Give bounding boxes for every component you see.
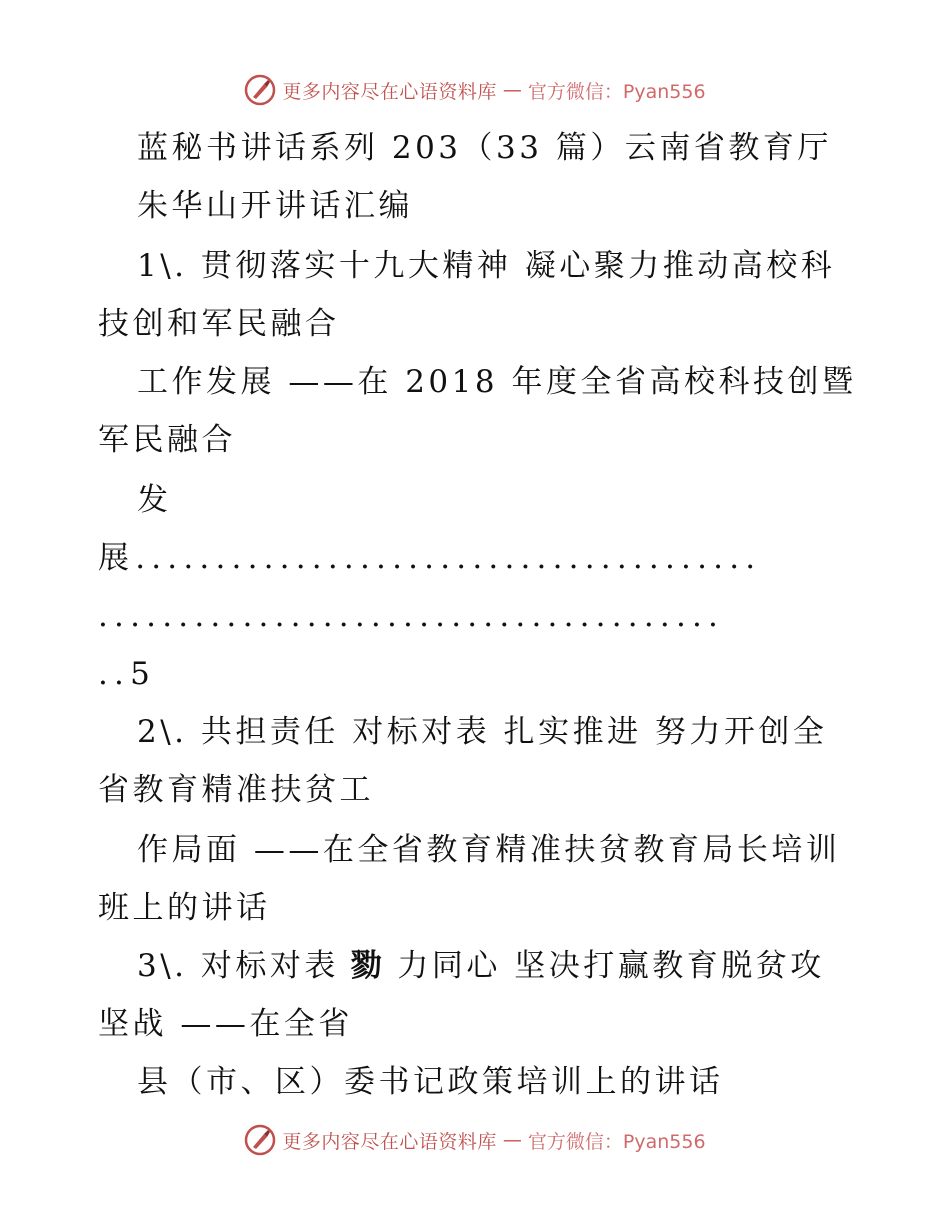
watermark-separator: —: [502, 1129, 522, 1151]
toc-item-3-line-2: 坚战 ——在全省: [98, 1006, 353, 1042]
watermark-separator: —: [502, 79, 522, 101]
toc-item-3-line-3: 县（市、区）委书记政策培训上的讲话: [137, 1064, 724, 1100]
toc-page-number: ..5: [98, 656, 157, 692]
pen-logo-icon: [244, 1124, 276, 1156]
toc-item-2-line-1: 2\. 共担责任 对标对表 扎实推进 努力开创全: [137, 714, 828, 750]
toc-item-1-line-5: 发: [137, 482, 172, 518]
toc-item-2-line-2: 省教育精准扶贫工: [98, 772, 374, 808]
watermark-top: [0, 70, 950, 110]
toc-leader-line-1: 展.......................................: [98, 540, 762, 576]
pen-logo-icon: [244, 74, 276, 106]
toc-item-3-part-a: 3\. 对标对表: [137, 948, 339, 984]
toc-item-3-line-1: [137, 946, 825, 986]
toc-item-1-line-4: 军民融合: [98, 422, 236, 458]
watermark-text: 更多内容尽在心语资料库: [282, 1130, 497, 1153]
toc-item-1-line-3: 工作发展 ——在 2018 年度全省高校科技创暨: [137, 364, 857, 400]
watermark-text: 更多内容尽在心语资料库: [282, 80, 497, 103]
watermark-wechat: 官方微信：Pyan556: [527, 1130, 706, 1153]
toc-leader-line-2: .......................................: [98, 598, 725, 634]
watermark-bottom: [0, 1120, 950, 1160]
toc-item-1-line-1: 1\. 贯彻落实十九大精神 凝心聚力推动高校科: [137, 248, 836, 284]
toc-item-2-line-4: 班上的讲话: [98, 890, 271, 926]
doc-title-line: 蓝秘书讲话系列 203（33 篇）云南省教育厅: [137, 130, 832, 166]
toc-item-1-line-2: 技创和军民融合: [98, 306, 340, 342]
watermark-wechat: 官方微信：Pyan556: [527, 80, 706, 103]
doc-title-line-2: 朱华山开讲话汇编: [137, 188, 413, 224]
toc-item-2-line-3: 作局面 ——在全省教育精准扶贫教育局长培训: [137, 832, 841, 868]
toc-item-3-part-b: 力同心 坚决打赢教育脱贫攻: [397, 948, 825, 984]
toc-item-3-bold-char: 勠: [350, 948, 386, 984]
